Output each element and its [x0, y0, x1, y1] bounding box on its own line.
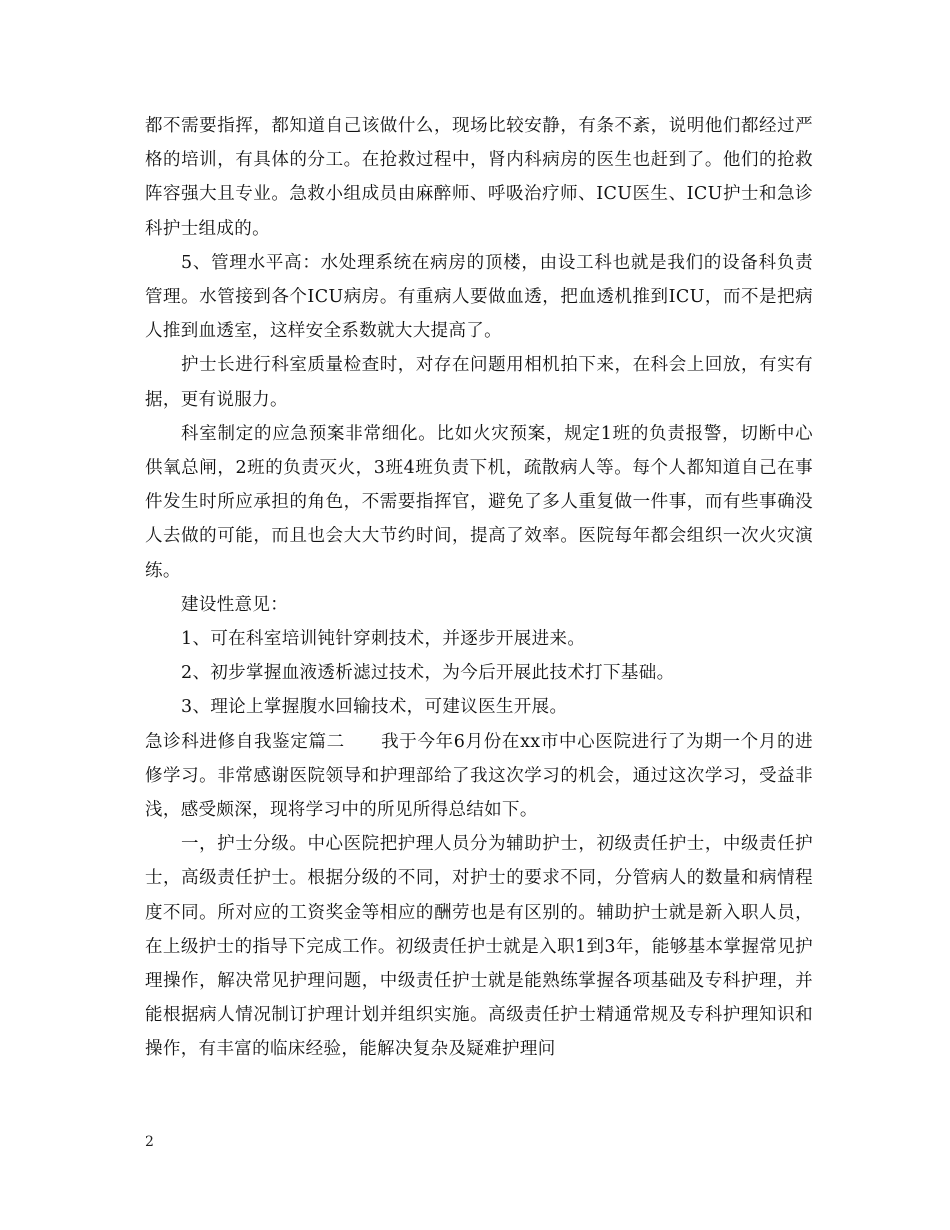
paragraph-continuation: 都不需要指挥，都知道自己该做什么，现场比较安静，有条不紊，说明他们都经过严格的培训，有具体的分工。在抢救过程中，肾内科病房的医生也赶到了。他们的抢救阵容强大且专业。急救小组成员由麻醉师、呼吸治疗师、ICU医生、ICU护士和急诊科护士组成的。: [145, 116, 813, 239]
paragraph-suggestions-heading: 建设性意见：: [181, 594, 289, 615]
paragraph-quality-check: 护士长进行科室质量检查时，对存在问题用相机拍下来，在科会上回放，有实有据，更有说服力。: [145, 355, 813, 410]
paragraph-emergency-plan: 科室制定的应急预案非常细化。比如火灾预案，规定1班的负责报警，切断中心供氧总闸，2班的负责灭火，3班4班负责下机，疏散病人等。每个人都知道自己在事件发生时所应承担的角色，不需要指挥官，避免了多人重复做一件事，而有些事确没人去做的可能，而且也会大大节约时间，提高了效率。医院每年都会组织一次火灾演练。: [145, 423, 813, 581]
paragraph-management-level: 5、管理水平高：水处理系统在病房的顶楼，由设工科也就是我们的设备科负责管理。水管接到各个ICU病房。有重病人要做血透，把血透机推到ICU，而不是把病人推到血透室，这样安全系数就大大提高了。: [145, 252, 813, 342]
paragraph-article-two-intro: 急诊科进修自我鉴定篇二 我于今年6月份在xx市中心医院进行了为期一个月的进修学习。非常感谢医院领导和护理部给了我这次学习的机会，通过这次学习，受益非浅，感受颇深，现将学习中的所见所得总结如下。: [145, 731, 813, 821]
paragraph-nurse-grading: 一，护士分级。中心医院把护理人员分为辅助护士，初级责任护士，中级责任护士，高级责任护士。根据分级的不同，对护士的要求不同，分管病人的数量和病情程度不同。所对应的工资奖金等相应的酬劳也是有区别的。辅助护士就是新入职人员，在上级护士的指导下完成工作。初级责任护士就是入职1到3年，能够基本掌握常见护理操作，解决常见护理问题，中级责任护士就是能熟练掌握各项基础及专科护理，并能根据病人情况制订护理计划并组织实施。高级责任护士精通常规及专科护理知识和操作，有丰富的临床经验，能解决复杂及疑难护理问: [145, 834, 813, 1060]
suggestion-item-2: 2、初步掌握血液透析滤过技术，为今后开展此技术打下基础。: [181, 663, 675, 684]
page-number: 2: [145, 1134, 154, 1150]
suggestion-item-1: 1、可在科室培训钝针穿刺技术，并逐步开展进来。: [181, 629, 586, 650]
suggestion-item-3: 3、理论上掌握腹水回输技术，可建议医生开展。: [181, 697, 568, 718]
body-text: [145, 109, 813, 1067]
